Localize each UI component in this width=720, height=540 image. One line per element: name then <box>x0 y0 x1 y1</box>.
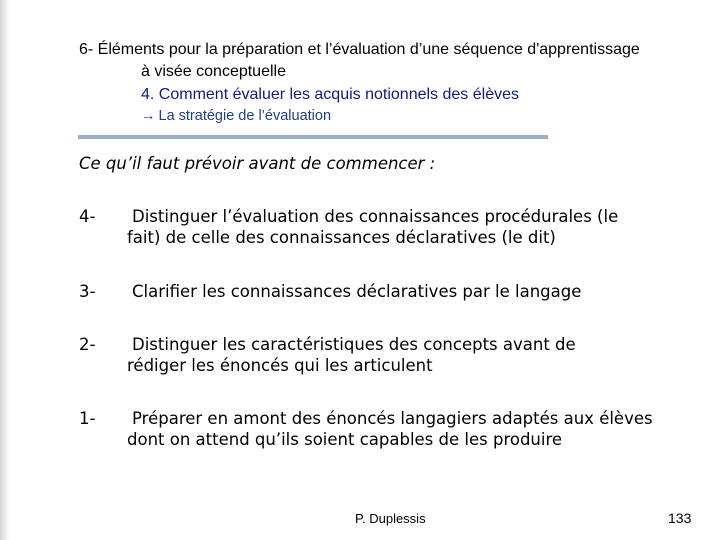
topic-line <box>141 106 720 127</box>
list-item-line: rédiger les énoncés qui les articulent <box>127 356 433 375</box>
list-item <box>127 408 712 450</box>
topic-label: La stratégie de l’évaluation <box>158 108 332 124</box>
arrow-right-icon: → <box>141 108 156 124</box>
page-number: 133 <box>668 510 692 526</box>
list-item <box>127 334 712 376</box>
section-title: 6- Éléments pour la préparation et l’évaluation d’une séquence d'apprentissage <box>79 41 640 58</box>
section-title-continued: à visée conceptuelle <box>141 63 286 80</box>
header-divider <box>78 135 548 139</box>
list-item-number: 3- <box>79 282 96 301</box>
list-item-line: Préparer en amont des énoncés langagiers adaptés aux élèves <box>132 409 653 428</box>
list-item <box>127 281 712 302</box>
footer-author: P. Duplessis <box>355 511 426 526</box>
list-item-number: 1- <box>79 409 96 428</box>
list-item-number: 2- <box>79 335 96 354</box>
list-item-line: Distinguer l’évaluation des connaissances procédurales (le <box>132 207 619 226</box>
list-item-line: Distinguer les caractéristiques des concepts avant de <box>132 335 576 354</box>
list-item-number: 4- <box>79 207 96 226</box>
list-item-line: fait) de celle des connaissances déclaratives (le dit) <box>127 228 556 247</box>
list-item-line: Clarifier les connaissances déclaratives par le langage <box>132 282 582 301</box>
subsection-title: 4. Comment évaluer les acquis notionnels des élèves <box>141 86 519 103</box>
intro-text: Ce qu’il faut prévoir avant de commencer : <box>79 154 436 173</box>
left-edge-shadow <box>0 0 10 540</box>
list-item-line: dont on attend qu’ils soient capables de les produire <box>127 430 563 449</box>
list-item <box>127 206 712 248</box>
